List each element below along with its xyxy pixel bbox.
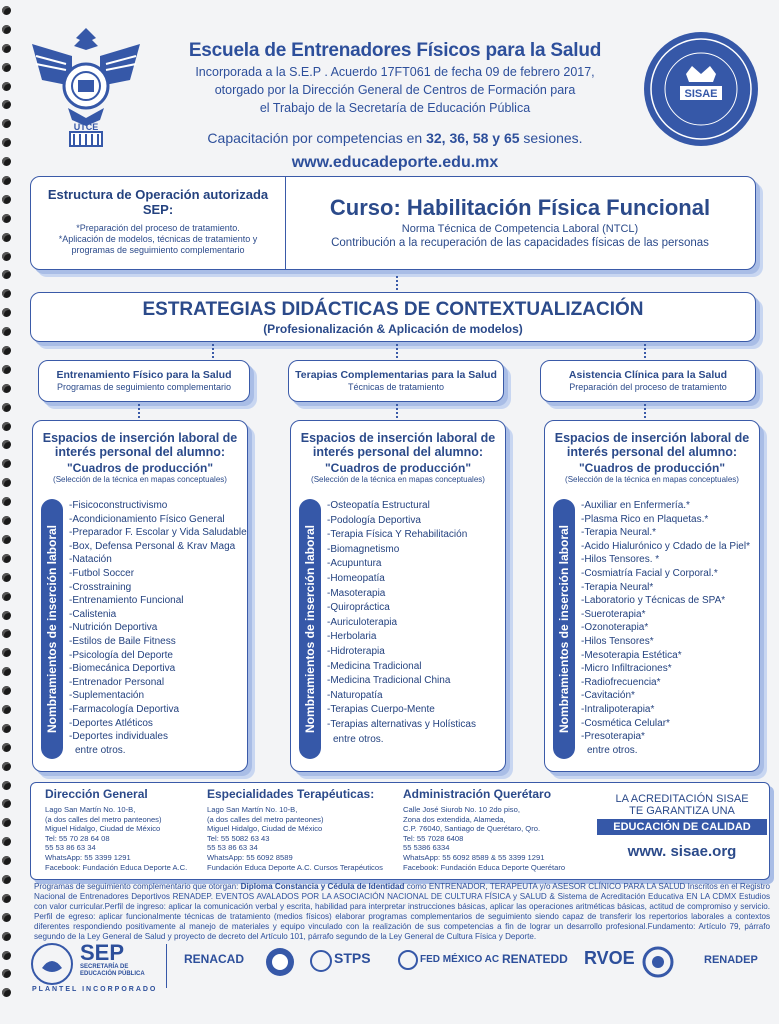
contact-lines — [45, 805, 205, 872]
list-item: -Terapias alternativas y Holísticas — [327, 718, 476, 730]
strategies-box — [30, 292, 756, 342]
list-item: -Box, Defensa Personal & Krav Maga — [69, 540, 236, 552]
structure-heading: Estructura de Operación autorizada SEP: — [47, 187, 269, 217]
accreditation-line-1: LA ACREDITACIÓN SISAE — [615, 793, 749, 805]
contact-title: Administración Querétaro — [403, 787, 552, 801]
contact-line: Tel: 55 70 28 64 08 — [45, 833, 110, 843]
stps-emblem-icon — [310, 950, 332, 972]
list-item: -Cosmiatría Facial y Corporal.* — [581, 567, 718, 579]
contact-line: Zona dos extendida, Alameda, — [403, 814, 506, 824]
sep-logo: SEP — [80, 940, 125, 965]
list-item: -Terapia Física Y Rehabilitación — [327, 529, 468, 541]
structure-bullet-2: *Aplicación de modelos, técnicas de tratamiento y programas de seguimiento complementario — [58, 234, 258, 255]
mexico-shield-icon — [30, 942, 74, 986]
vertical-label-bar — [41, 499, 63, 759]
column-subheading: "Cuadros de producción" — [66, 461, 214, 475]
contact-queretaro — [403, 787, 593, 872]
track-title: Terapias Complementarias para la Salud — [295, 369, 497, 381]
contact-line: Fundación Educa Deporte A.C. Cursos Terapéuticos — [207, 862, 383, 872]
column-box-2 — [290, 420, 506, 772]
contact-especialidades — [207, 787, 397, 872]
renadep-logo: RENADEP — [704, 954, 758, 966]
capacitacion-nums: 32, 36, 58 y 65 — [426, 130, 520, 146]
column-note: (Selección de la técnica en mapas conceptuales) — [311, 475, 485, 484]
contact-line: Miguel Hidalgo, Ciudad de México — [207, 824, 323, 834]
fed-emblem-icon — [398, 950, 418, 970]
list-item: -Entrenador Personal — [69, 676, 165, 688]
list-item: -Plasma Rico en Plaquetas.* — [581, 513, 709, 525]
sisae-website-link[interactable]: www. sisae.org — [627, 843, 737, 860]
column-2-list — [327, 499, 476, 747]
legal-part-b: Diploma Constancia y Cédula de Identidad — [240, 882, 405, 891]
list-item: -Herbolaria — [327, 631, 377, 643]
connector-dots — [396, 404, 400, 418]
contact-title: Especialidades Terapéuticas: — [207, 787, 375, 801]
list-item: -Cavitación* — [581, 690, 635, 702]
renacad-logo: RENACAD — [184, 952, 244, 966]
divider — [166, 944, 167, 988]
list-item: -Acido Hialurónico y Cdado de la Piel* — [581, 540, 750, 552]
contact-line: Lago San Martín No. 10-B, — [207, 805, 298, 814]
column-box-1 — [32, 420, 248, 772]
list-item: -Sueroterapia* — [581, 608, 646, 620]
list-item: -Natación — [69, 554, 112, 566]
structure-box — [30, 176, 756, 270]
list-item: -Futbol Soccer — [69, 567, 135, 579]
capacitacion-post: sesiones. — [523, 130, 583, 146]
list-item-footer: entre otros. — [587, 744, 638, 756]
contact-line: Calle José Siurob No. 10 2do piso, — [403, 805, 520, 814]
strategies-subtitle: (Profesionalización & Aplicación de modelos) — [263, 322, 523, 336]
list-item: -Terapia Neural* — [581, 581, 654, 593]
contact-line: WhatsApp: 55 6092 8589 — [207, 852, 293, 862]
column-heading: Espacios de inserción laboral de interés personal del alumno: — [554, 431, 750, 459]
column-subheading: "Cuadros de producción" — [324, 461, 472, 475]
contact-line: Miguel Hidalgo, Ciudad de México — [45, 824, 161, 834]
list-item: -Osteopatía Estructural — [327, 500, 430, 511]
connector-dots — [644, 344, 648, 358]
track-title: Entrenamiento Físico para la Salud — [56, 369, 232, 381]
track-box-3 — [540, 360, 756, 402]
contact-line: 55 53 86 63 34 — [45, 843, 96, 853]
contact-lines — [403, 805, 593, 872]
sep-sub-1: SECRETARÍA DE — [80, 964, 129, 970]
connector-dots — [396, 344, 400, 358]
list-item: -Hilos Tensores* — [581, 635, 654, 647]
column-note: (Selección de la técnica en mapas conceptuales) — [53, 475, 227, 484]
list-item: -Ozonoterapia* — [581, 622, 649, 634]
list-item: -Biomagnetismo — [327, 543, 400, 555]
contact-line: (a dos calles del metro panteones) — [207, 814, 324, 824]
column-subheading: "Cuadros de producción" — [578, 461, 726, 475]
list-item: -Acondicionamiento Físico General — [69, 513, 225, 525]
sep-sub-2: EDUCACIÓN PÚBLICA — [80, 971, 145, 977]
list-item: -Entrenamiento Funcional — [69, 595, 184, 607]
stps-logo: STPS — [334, 950, 371, 966]
column-note: (Selección de la técnica en mapas conceptuales) — [565, 475, 739, 484]
contact-lines — [207, 805, 397, 872]
track-box-1 — [38, 360, 250, 402]
list-item: -Homeopatía — [327, 572, 385, 584]
column-box-3 — [544, 420, 760, 772]
list-item: -Intralipoterapia* — [581, 703, 655, 715]
list-item: -Deportes Atléticos — [69, 717, 153, 729]
contact-direccion — [45, 787, 205, 872]
contact-title: Dirección General — [45, 787, 148, 801]
contact-line: Lago San Martín No. 10-B, — [45, 805, 136, 814]
list-item: -Podología Deportiva — [327, 514, 421, 526]
sisae-seal-logo — [642, 30, 760, 148]
structure-left — [31, 177, 286, 269]
list-item: -Auxiliar en Enfermería.* — [581, 500, 690, 511]
strategies-title: ESTRATEGIAS DIDÁCTICAS DE CONTEXTUALIZACIÓN — [142, 299, 644, 320]
renatedd-logo: RENATEDD — [502, 952, 568, 966]
school-title: Escuela de Entrenadores Físicos para la Salud — [188, 40, 602, 61]
course-contribution: Contribución a la recuperación de las capacidades físicas de las personas — [331, 237, 709, 249]
contact-line: Tel: 55 5082 63 43 — [207, 833, 270, 843]
list-item: -Nutrición Deportiva — [69, 622, 158, 634]
rvoe-logo: RVOE — [584, 948, 635, 968]
list-item: -Cosmética Celular* — [581, 717, 670, 729]
list-item: -Masoterapia — [327, 587, 386, 599]
track-subtitle: Técnicas de tratamiento — [347, 382, 445, 392]
list-item: -Calistenia — [69, 608, 117, 620]
accreditation-line-3: EDUCACIÓN DE CALIDAD — [597, 819, 767, 835]
spiral-binding — [0, 6, 16, 1018]
legal-part-c: como ENTRENADOR, TERAPEUTA y/o ASESOR CLÍNICO PARA LA SALUD Inscritos en el Registro Nacional de Entrenadores Deportivos RENADEP. EVENTOS AVALADOS POR LA ASOCIACIÓN NACIONAL DE CULTURA FÍSICA y SALUD & Sistema de Acreditación Educativa EN LA CDMX Estudios con valor curricular.Perfil de ingreso: aplicar la comunicación verbal y escrita, habilidad para interpretar instrucciones básicas, aplicar las operaciones aritméticas básicas, actitud de compromiso y servicio. Perfil de egreso: aplicar funcionalmente técnicas de tratamiento (medios físicos) elaborar programas complementarios de seguimiento siendo capaz de transferir los repertorios laborales a contextos diferentes respondiendo positivamente al manejo de materiales y equipo vinculado con la realización de sus competencias a fin de lograr un desarrollo profesional.Fundamento: Artículo 79, párrafo segundo de la Ley General de Salud y proyecto de decreto del Artículo 101, párrafo segundo de la Ley General de Cultura Física y Deporte. — [34, 882, 771, 941]
list-item: -Medicina Tradicional — [327, 660, 422, 672]
header-line-3: el Trabajo de la Secretaría de Educación Pública — [259, 101, 531, 115]
track-subtitle: Programas de seguimiento complementario — [56, 382, 232, 392]
vertical-label-bar — [553, 499, 575, 759]
connector-dots — [644, 404, 648, 418]
website-link[interactable]: www.educadeporte.edu.mx — [291, 154, 499, 171]
contact-line: Facebook: Fundación Educa Deporte A.C. — [45, 862, 188, 872]
course-block — [285, 177, 755, 249]
contacts-box — [30, 782, 770, 880]
list-item: -Fisicoconstructivismo — [69, 500, 168, 511]
list-item: -Hilos Tensores. * — [581, 554, 660, 566]
column-3-list — [581, 499, 750, 757]
list-item: -Micro Infiltraciones* — [581, 663, 672, 675]
list-item-footer: entre otros. — [75, 744, 126, 756]
accreditation-block — [597, 793, 767, 860]
contact-line: C.P. 76040, Santiago de Querétaro, Qro. — [403, 824, 541, 834]
list-item: -Farmacología Deportiva — [69, 703, 180, 715]
fedmexico-logo: FED MÉXICO AC — [420, 954, 500, 965]
course-norm: Norma Técnica de Competencia Laboral (NTCL) — [401, 223, 639, 235]
column-heading: Espacios de inserción laboral de interés personal del alumno: — [300, 431, 496, 459]
list-item: -Terapia Neural.* — [581, 527, 657, 539]
contact-line: WhatsApp: 55 6092 8589 & 55 3399 1291 — [403, 852, 545, 862]
badge-icon — [642, 946, 674, 978]
course-title: Curso: Habilitación Física Funcional — [329, 195, 711, 220]
track-subtitle: Preparación del proceso de tratamiento — [569, 382, 727, 392]
seal-text: SISAE — [684, 88, 718, 100]
list-item: -Mesoterapia Estética* — [581, 649, 682, 661]
list-item: -Estilos de Baile Fitness — [69, 635, 176, 647]
vertical-label: Nombramientos de inserción laboral — [303, 524, 317, 734]
accreditation-line-2: TE GARANTIZA UNA — [629, 805, 735, 817]
list-item: -Preparador F. Escolar y Vida Saludable — [69, 527, 247, 539]
column-1-list — [69, 499, 247, 757]
track-title: Asistencia Clínica para la Salud — [568, 369, 728, 381]
list-item: -Radiofrecuencia* — [581, 676, 661, 688]
list-item: -Terapias Cuerpo-Mente — [327, 704, 435, 716]
plantel-text: PLANTEL INCORPORADO — [32, 986, 158, 993]
contact-line: Facebook: Fundación Educa Deporte Querétaro — [403, 862, 566, 872]
eagle-emblem-logo — [28, 26, 144, 150]
logos-row — [28, 940, 772, 996]
connector-dots — [212, 344, 216, 358]
contact-line: (a dos calles del metro panteones) — [45, 814, 162, 824]
vertical-label: Nombramientos de inserción laboral — [557, 524, 571, 734]
legal-part-a: Programas de seguimiento complementario que otorgan: — [34, 882, 241, 891]
capacitacion-pre: Capacitación por competencias en — [207, 130, 423, 146]
column-heading: Espacios de inserción laboral de interés personal del alumno: — [42, 431, 238, 459]
connector-dots — [138, 404, 142, 418]
list-item: -Quiropráctica — [327, 602, 390, 614]
connector-dots — [396, 276, 400, 290]
list-item: -Crosstraining — [69, 581, 132, 593]
seal-icon — [264, 946, 296, 978]
header-text-block — [150, 40, 640, 172]
track-box-2 — [288, 360, 504, 402]
list-item-footer: entre otros. — [333, 733, 384, 745]
header-line-1: Incorporada a la S.E.P . Acuerdo 17FT061 de fecha 09 de febrero 2017, — [195, 65, 595, 79]
emblem-text: UTCE — [73, 122, 99, 132]
list-item: -Acupuntura — [327, 558, 382, 570]
list-item: -Biomecánica Deportiva — [69, 663, 176, 675]
list-item: -Naturopatía — [327, 689, 383, 701]
list-item: -Laboratorio y Técnicas de SPA* — [581, 595, 726, 607]
list-item: -Hidroterapia — [327, 645, 385, 657]
header-line-2: otorgado por la Dirección General de Centros de Formación para — [214, 83, 576, 97]
contact-line: 55 53 86 63 34 — [207, 843, 258, 853]
list-item: -Medicina Tradicional China — [327, 675, 451, 687]
structure-bullet-1: *Preparación del proceso de tratamiento. — [76, 223, 240, 233]
legal-text — [34, 882, 770, 942]
contact-line: Tel: 55 7028 6408 — [403, 833, 464, 843]
list-item: -Auriculoterapia — [327, 616, 398, 628]
contact-line: WhatsApp: 55 3399 1291 — [45, 852, 131, 862]
list-item: -Suplementación — [69, 690, 145, 702]
contact-line: 55 5386 6334 — [403, 843, 450, 853]
vertical-label: Nombramientos de inserción laboral — [45, 524, 59, 734]
list-item: -Presoterapia* — [581, 731, 645, 743]
capacitacion-line — [150, 130, 640, 146]
vertical-label-bar — [299, 499, 321, 759]
list-item: -Deportes individuales — [69, 731, 168, 743]
list-item: -Psicología del Deporte — [69, 649, 173, 661]
